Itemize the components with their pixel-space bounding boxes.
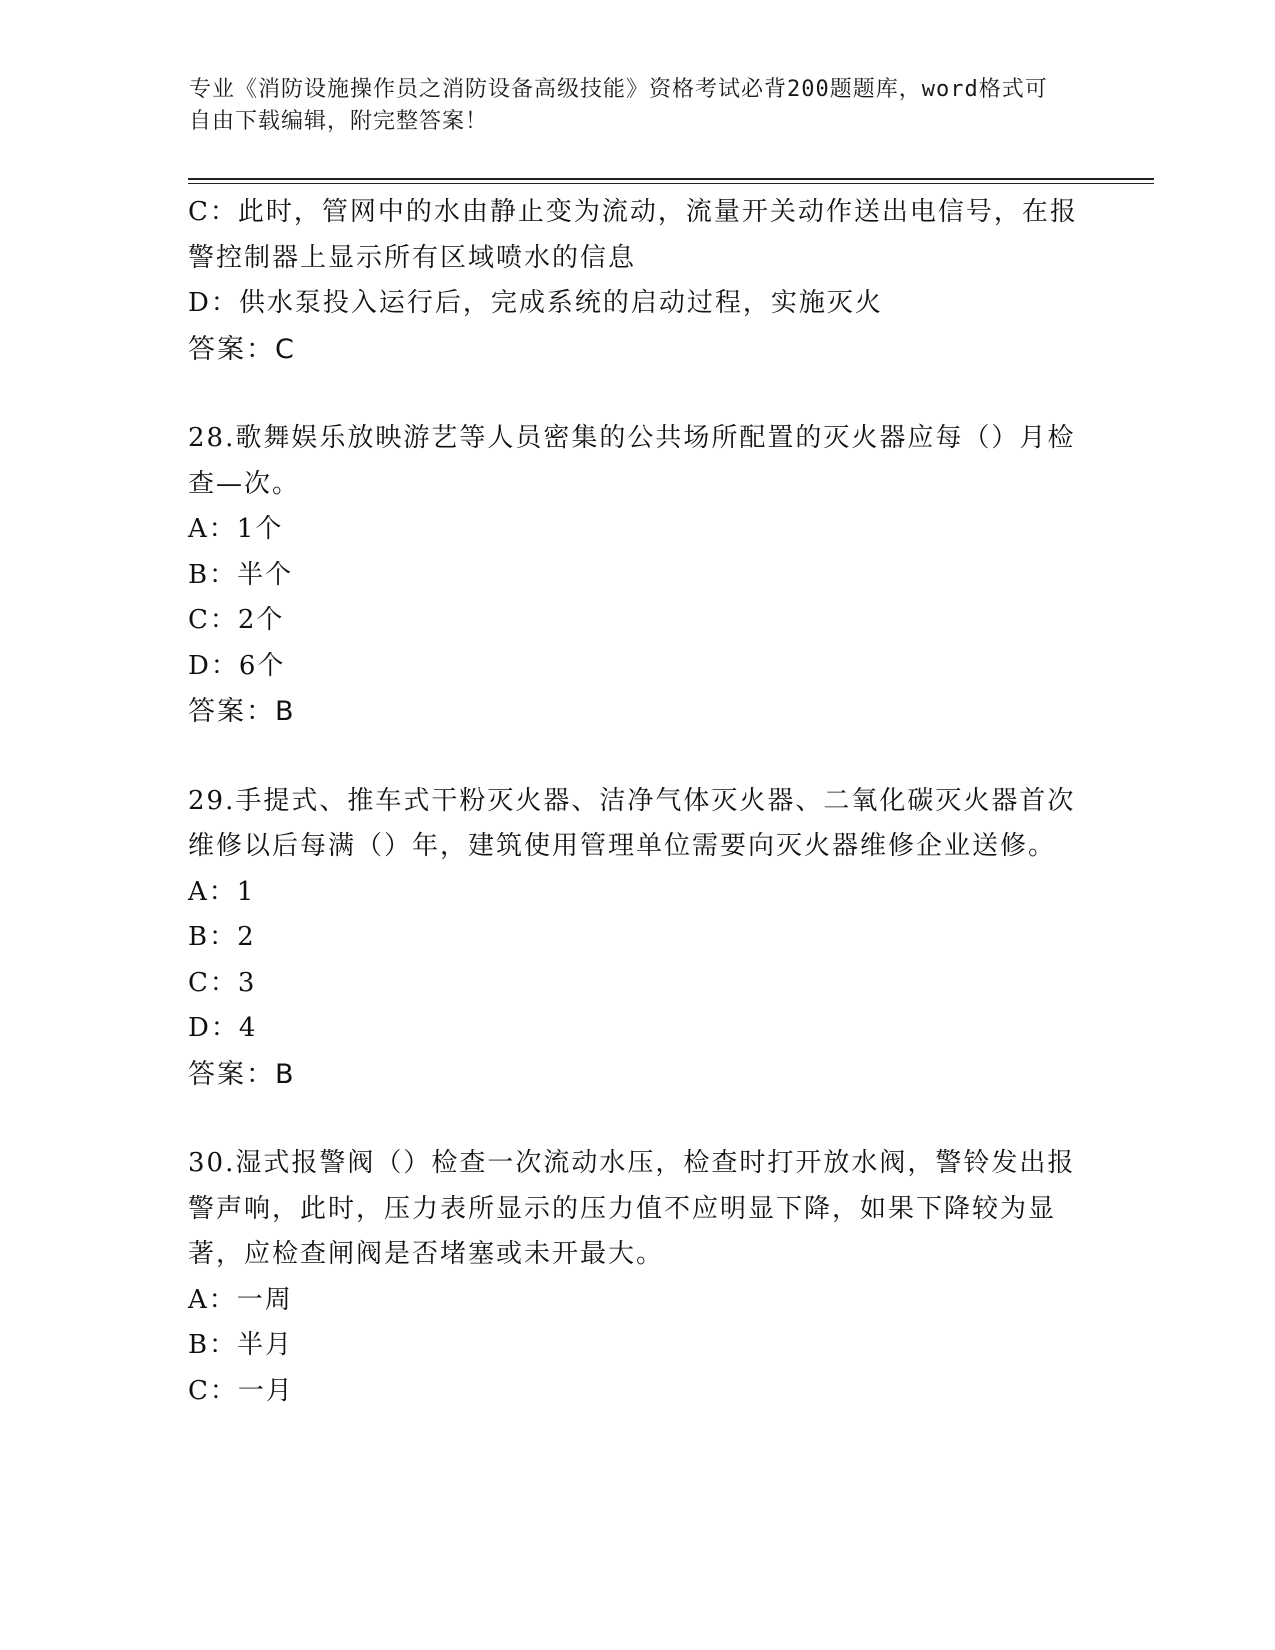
document-header-intro: 专业《消防设施操作员之消防设备高级技能》资格考试必背200题题库，word格式可自由下载编辑，附完整答案！ [189,77,1048,134]
answer-line: 答案：B [188,1058,296,1090]
question-28 [188,416,1083,735]
option-c: C：一月 [188,1375,294,1406]
question-gap [188,1097,1083,1141]
question-gap [188,372,1083,416]
option-d: D：4 [188,1013,258,1043]
question-text: 30.湿式报警阀（）检查一次流动水压，检查时打开放水阀，警铃发出报警声响，此时，压力表所显示的压力值不应明显下降，如果下降较为显著，应检查闸阀是否堵塞或未开最大。 [188,1148,1076,1269]
option-c: C：2个 [188,605,285,635]
option-a: A：一周 [188,1284,293,1315]
question-text: 29.手提式、推车式干粉灭火器、洁净气体灭火器、二氧化碳灭火器首次维修以后每满（）年，建筑使用管理单位需要向灭火器维修企业送修。 [188,785,1076,861]
question-gap [188,735,1083,779]
option-b: B：半个 [188,559,294,590]
header-divider-thin [188,183,1154,184]
question-30 [188,1141,1083,1414]
answer-line: 答案：B [188,696,296,727]
option-c: C：此时，管网中的水由静止变为流动，流量开关动作送出电信号，在报警控制器上显示所有区域喷水的信息 [188,197,1078,273]
option-a: A：1 [188,876,256,907]
option-b: B：半月 [188,1330,294,1360]
answer-line: 答案：C [188,333,296,365]
option-a: A：1个 [188,514,284,544]
question-text: 28.歌舞娱乐放映游艺等人员密集的公共场所配置的灭火器应每（）月检查—次。 [188,423,1076,499]
option-d: D：6个 [188,650,286,681]
carryover-question [188,190,1083,372]
option-c: C：3 [188,967,257,998]
option-b: B：2 [188,922,256,952]
question-29 [188,779,1083,1098]
option-d: D：供水泵投入运行后，完成系统的启动过程，实施灭火 [188,288,883,318]
header-divider-thick [188,178,1154,180]
question-content [188,190,1083,1414]
